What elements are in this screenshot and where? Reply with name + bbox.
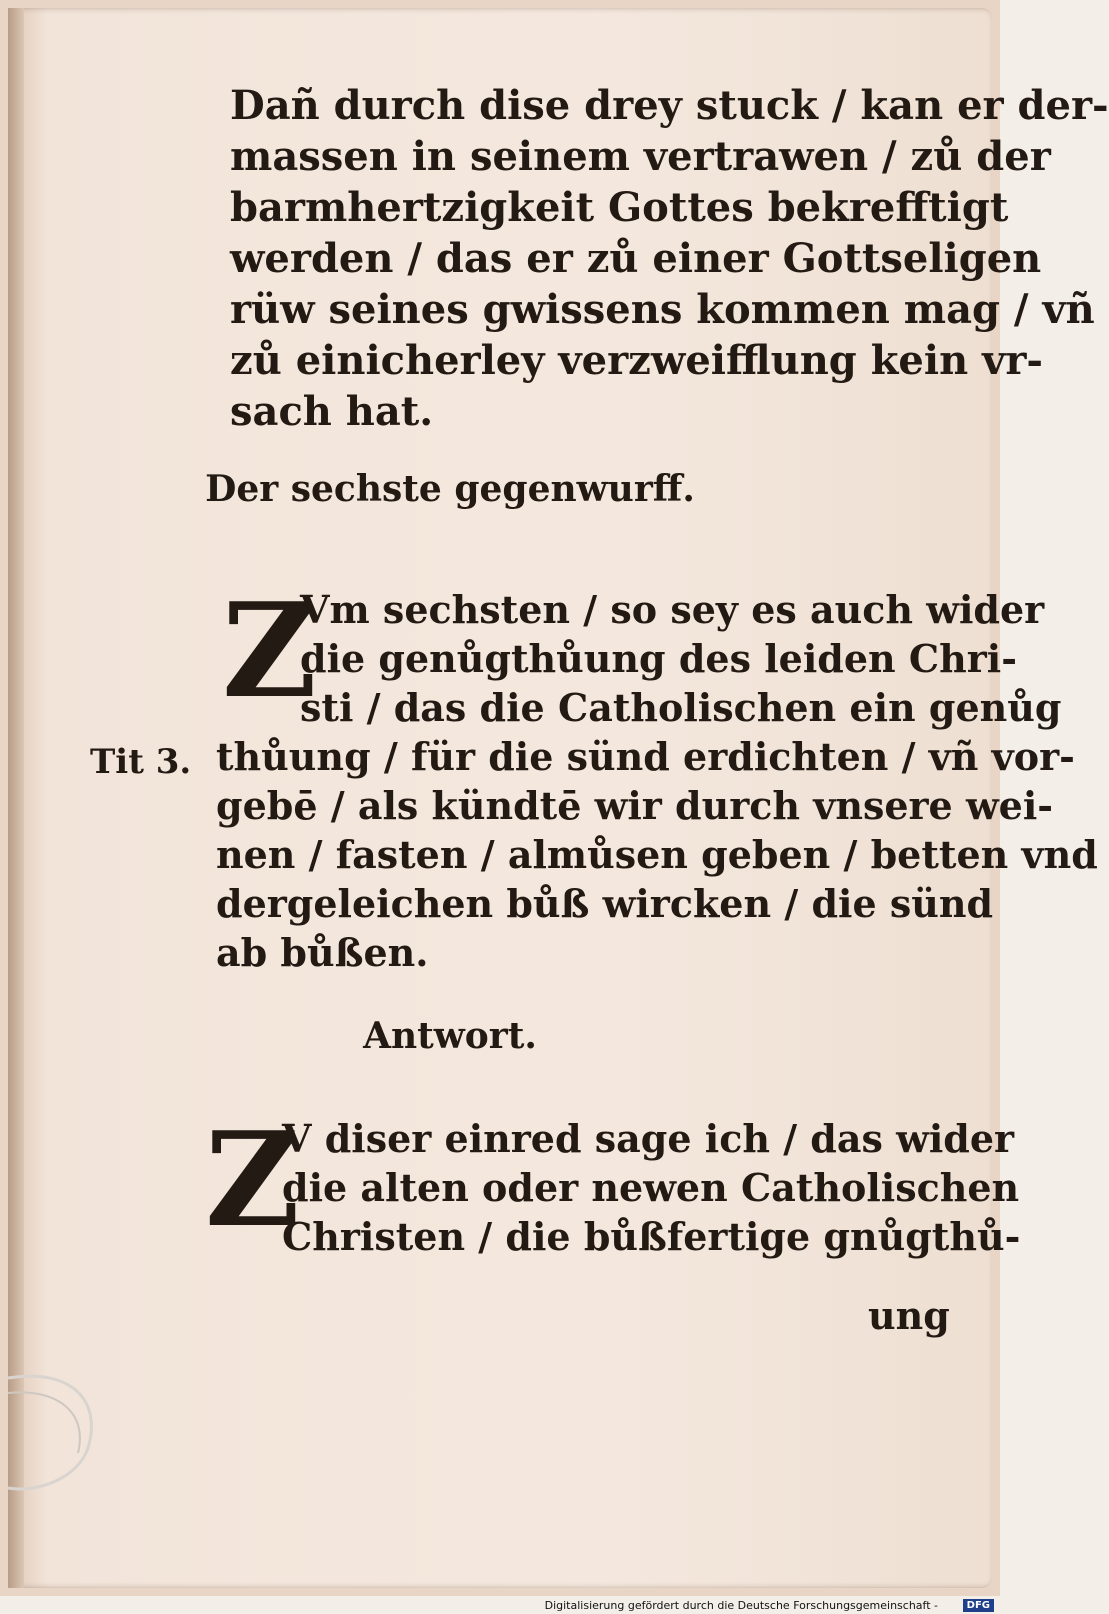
text-line: gebē / als kündtē wir durch vnsere wei- (216, 783, 1054, 828)
text-line: massen in seinem vertrawen / zů der (230, 133, 1051, 180)
section-heading: Der sechste gegenwurff. (205, 468, 695, 510)
text-line: die alten oder newen Catholischen (282, 1165, 1020, 1210)
drop-cap-initial: Z (205, 1103, 300, 1256)
page-spine-edge (8, 8, 24, 1588)
paragraph-indented (300, 585, 1062, 732)
top-paragraph (230, 80, 1109, 437)
text-line: V diser einred sage ich / das wider (282, 1116, 1015, 1161)
text-line: Christen / die bůßfertige gnůgthů- (282, 1214, 1021, 1259)
paragraph-continuation (216, 732, 1098, 977)
section-heading: Antwort. (363, 1015, 537, 1057)
marginal-reference: Tit 3. (90, 742, 192, 782)
text-line: ab bůßen. (216, 930, 429, 975)
text-line: werden / das er zů einer Gottseligen (230, 235, 1042, 282)
text-line: rüw seines gwissens kommen mag / vñ (230, 286, 1095, 333)
text-line: die genůgthůung des leiden Chri- (300, 636, 1017, 681)
text-line: sti / das die Catholischen ein genůg (300, 685, 1062, 730)
dfg-logo: DFG (963, 1599, 994, 1612)
paragraph-indented (282, 1114, 1021, 1261)
text-line: Dañ durch dise drey stuck / kan er der- (230, 82, 1109, 129)
text-line: Vm sechsten / so sey es auch wider (300, 587, 1045, 632)
text-line: sach hat. (230, 388, 434, 435)
drop-cap-initial: Z (222, 574, 317, 727)
text-line: nen / fasten / almůsen geben / betten vnd (216, 832, 1098, 877)
catchword: ung (868, 1293, 950, 1338)
text-line: dergeleichen bůß wircken / die sünd (216, 881, 994, 926)
footer-credit: Digitalisierung gefördert durch die Deutsche Forschungsgemeinschaft - (544, 1599, 938, 1612)
text-line: barmhertzigkeit Gottes bekrefftigt (230, 184, 1009, 231)
text-line: zů einicherley verzweifflung kein vr- (230, 337, 1043, 384)
text-line: thůung / für die sünd erdichten / vñ vor- (216, 734, 1075, 779)
binding-thread-graphic (8, 1358, 108, 1498)
